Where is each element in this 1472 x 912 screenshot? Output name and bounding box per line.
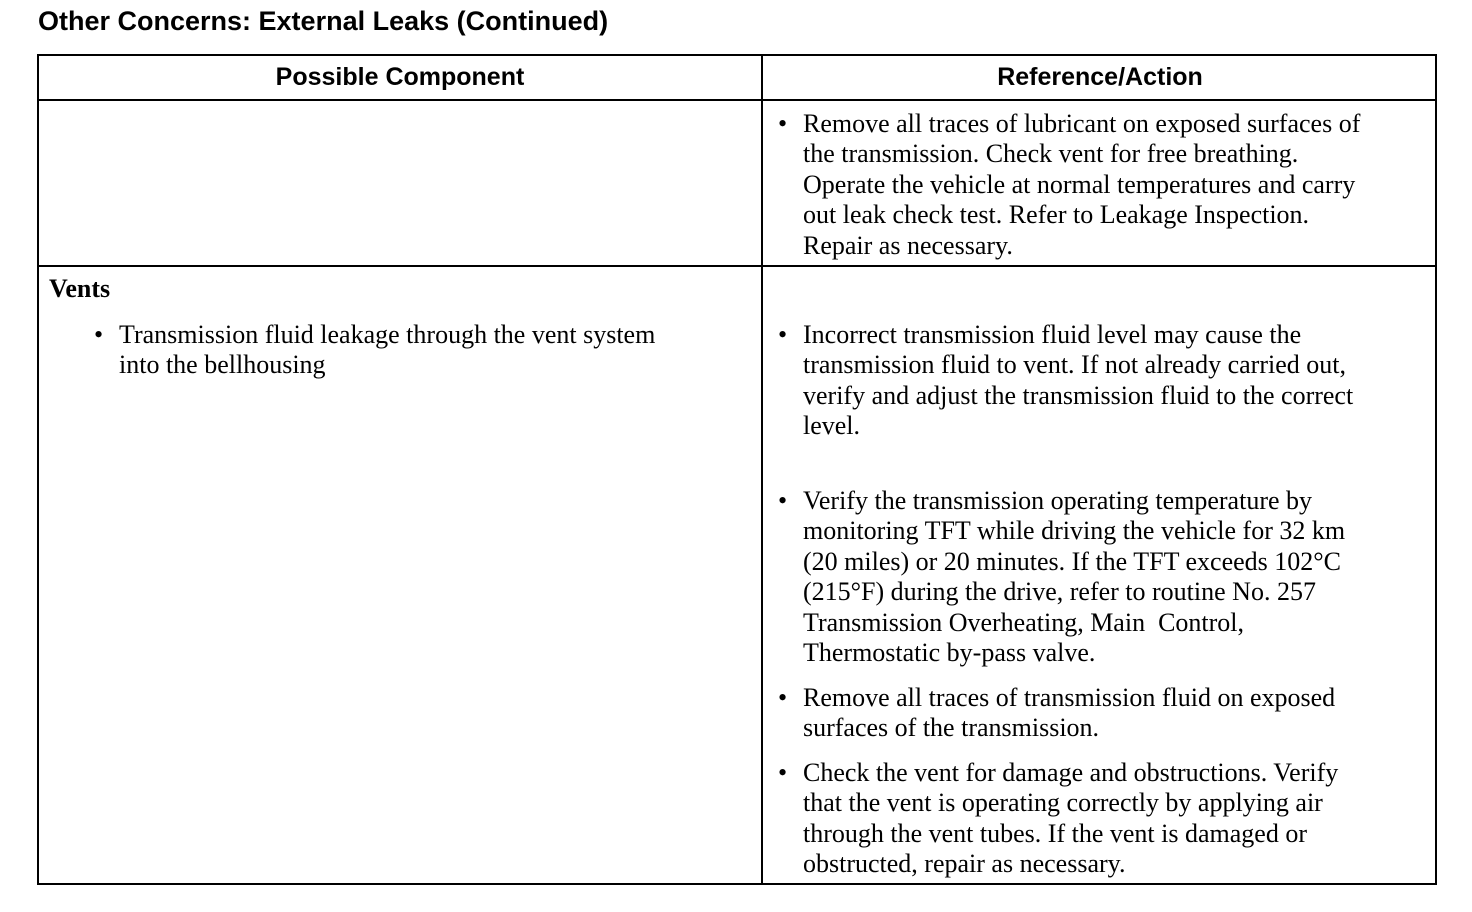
component-heading-vents: Vents [49, 274, 111, 303]
bullet-icon: • [778, 320, 788, 349]
component-item-text: Transmission fluid leakage through the vent system into the bellhousing [119, 320, 656, 380]
action-item-text: Remove all traces of lubricant on exposed surfaces of the transmission. Check vent for free breathing. Operate the vehicle at normal temperatures and carry out leak check test. Refer to Leakage Inspection. Repair as necessary. [803, 109, 1361, 260]
action-item-text: Verify the transmission operating temperature by monitoring TFT while driving the vehicle for 32 km (20 miles) or 20 minutes. If the TFT exceeds 102°C (215°F) during the drive, refer to routine No. 257 Transmission Overheating, Main Control, Thermostatic by-pass valve. [803, 486, 1346, 668]
header-possible-component: Possible Component [275, 63, 525, 91]
bullet-icon: • [94, 320, 104, 349]
row-divider [39, 265, 1435, 267]
action-item-text: Incorrect transmission fluid level may cause the transmission fluid to vent. If not already carried out, verify and adjust the transmission fluid to the correct level. [803, 320, 1354, 441]
bullet-icon: • [778, 683, 788, 712]
action-item-text: Check the vent for damage and obstructions. Verify that the vent is operating correctly by applying air through the vent tubes. If the vent is damaged or obstructed, repair as necessary. [803, 758, 1339, 879]
page-title: Other Concerns: External Leaks (Continued) [38, 6, 609, 36]
column-divider [761, 56, 763, 883]
concerns-table [37, 54, 1437, 885]
bullet-icon: • [778, 486, 788, 515]
bullet-icon: • [778, 758, 788, 787]
action-item-text: Remove all traces of transmission fluid on exposed surfaces of the transmission. [803, 683, 1336, 743]
header-reference-action: Reference/Action [997, 63, 1203, 91]
header-divider [39, 99, 1435, 101]
bullet-icon: • [778, 109, 788, 138]
